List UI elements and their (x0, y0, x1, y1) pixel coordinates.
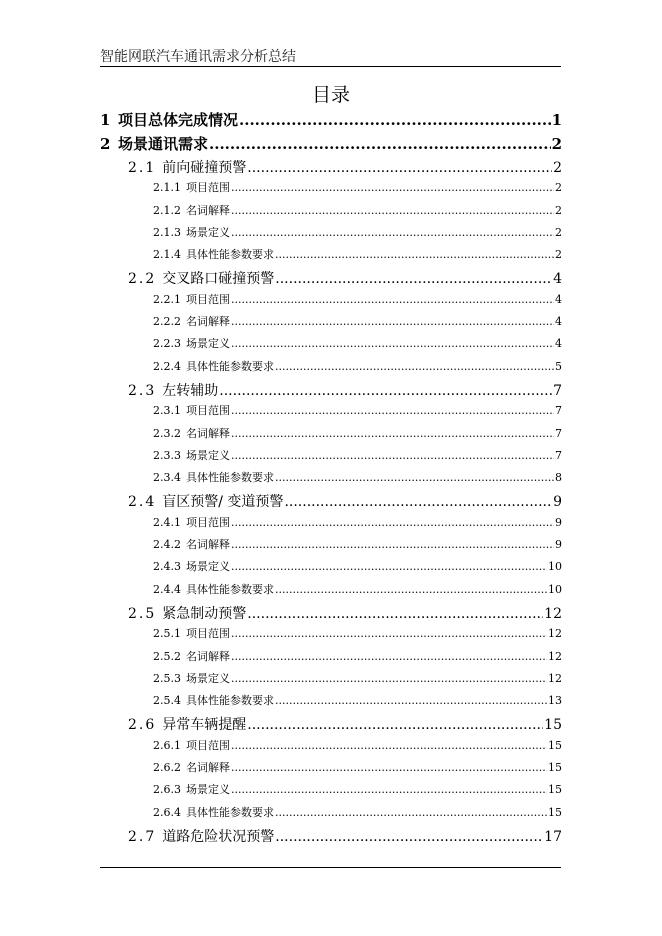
toc-entry-label: 场景定义 (186, 448, 230, 462)
toc-entry[interactable] (100, 109, 562, 133)
toc-entry-label: 盲区预警/ 变道预警 (162, 494, 284, 511)
toc-entry-number: 2.6.4 (153, 805, 181, 819)
toc-entry-number: 2.6.1 (153, 738, 181, 752)
toc-entry-number: 2.5.1 (153, 627, 181, 641)
toc-entry-label: 名词解释 (186, 538, 230, 552)
toc-dot-leader (231, 293, 554, 306)
toc-entry-label: 左转辅助 (162, 382, 219, 399)
toc-dot-leader (275, 694, 547, 707)
toc-entry-page: 15 (548, 738, 562, 752)
toc-entry[interactable] (100, 246, 562, 268)
toc-entry-label: 项目范围 (186, 627, 230, 641)
toc-entry-label: 名词解释 (186, 426, 230, 440)
toc-dot-leader (247, 717, 543, 733)
toc-entry[interactable] (100, 313, 562, 335)
toc-entry[interactable] (100, 670, 562, 692)
toc-entry[interactable] (100, 335, 562, 357)
toc-dot-leader (231, 538, 554, 551)
toc-entry-label: 项目范围 (186, 181, 230, 195)
toc-entry-page: 2 (553, 160, 562, 176)
toc-entry[interactable] (100, 202, 562, 224)
toc-entry-label: 具体性能参数要求 (186, 805, 274, 819)
toc-entry[interactable] (100, 491, 562, 513)
toc-entry-page: 4 (555, 292, 562, 306)
toc-entry-label: 名词解释 (186, 203, 230, 217)
toc-dot-leader (275, 248, 554, 261)
toc-entry-page: 15 (544, 717, 562, 734)
toc-entry-label: 场景通讯需求 (118, 135, 209, 153)
toc-entry-number: 2.4.2 (153, 538, 181, 552)
toc-entry[interactable] (100, 648, 562, 670)
toc-entry-number: 2.1.4 (153, 248, 181, 262)
toc-dot-leader (231, 315, 554, 328)
toc-entry-number: 2.4.1 (153, 515, 181, 529)
toc-entry[interactable] (100, 402, 562, 424)
toc-entry-label: 项目范围 (186, 404, 230, 418)
toc-entry-page: 5 (555, 359, 562, 373)
table-of-contents (100, 109, 562, 848)
toc-entry-number: 2.3.1 (153, 404, 181, 418)
toc-entry-number: 2.1.2 (153, 203, 181, 217)
toc-entry-number: 2.6 (128, 717, 157, 734)
toc-dot-leader (284, 494, 552, 510)
toc-entry-label: 场景定义 (186, 671, 230, 685)
toc-entry-page: 15 (548, 805, 562, 819)
toc-entry-label: 名词解释 (186, 761, 230, 775)
toc-entry-page: 12 (548, 671, 562, 685)
toc-entry-label: 场景定义 (186, 337, 230, 351)
toc-entry-number: 2 (100, 135, 111, 153)
toc-entry-number: 2.4.3 (153, 560, 181, 574)
toc-entry-page: 17 (544, 828, 562, 845)
toc-entry[interactable] (100, 737, 562, 759)
toc-entry-label: 项目范围 (186, 515, 230, 529)
toc-entry-page: 15 (548, 783, 562, 797)
toc-dot-leader (231, 449, 554, 462)
toc-entry-label: 具体性能参数要求 (186, 359, 274, 373)
running-header: 智能网联汽车通讯需求分析总结 (100, 49, 296, 65)
toc-entry[interactable] (100, 558, 562, 580)
toc-dot-leader (209, 135, 551, 153)
toc-entry-label: 场景定义 (186, 783, 230, 797)
toc-entry-label: 场景定义 (186, 560, 230, 574)
toc-entry-page: 2 (555, 225, 562, 239)
toc-entry-label: 紧急制动预警 (162, 605, 247, 622)
toc-entry-page: 4 (555, 337, 562, 351)
toc-entry-label: 道路危险状况预警 (162, 828, 275, 845)
toc-entry-label: 具体性能参数要求 (186, 471, 274, 485)
toc-entry-number: 2.7 (128, 828, 157, 845)
toc-entry[interactable] (100, 133, 562, 157)
toc-dot-leader (231, 226, 554, 239)
toc-entry-page: 9 (553, 494, 562, 511)
toc-dot-leader (239, 111, 551, 129)
toc-entry-number: 2.3 (128, 382, 157, 399)
toc-entry-page: 4 (555, 315, 562, 329)
toc-entry-number: 2.5.3 (153, 671, 181, 685)
footer-rule (100, 867, 561, 868)
toc-dot-leader (231, 761, 547, 774)
toc-entry-page: 12 (548, 627, 562, 641)
toc-entry-label: 具体性能参数要求 (186, 248, 274, 262)
toc-dot-leader (231, 181, 554, 194)
toc-entry-label: 项目范围 (186, 738, 230, 752)
toc-entry[interactable] (100, 692, 562, 714)
header-rule (100, 66, 561, 67)
toc-entry-page: 9 (555, 515, 562, 529)
toc-entry-page: 1 (551, 111, 562, 129)
toc-title: 目录 (311, 84, 350, 106)
toc-entry-page: 2 (555, 203, 562, 217)
toc-dot-leader (247, 160, 552, 176)
toc-dot-leader (231, 672, 547, 685)
toc-dot-leader (275, 360, 554, 373)
toc-entry-page: 10 (548, 582, 562, 596)
toc-entry-number: 2.6.3 (153, 783, 181, 797)
toc-dot-leader (231, 650, 547, 663)
toc-entry-label: 名词解释 (186, 649, 230, 663)
toc-entry-label: 交叉路口碰撞预警 (162, 271, 275, 288)
toc-entry[interactable] (100, 358, 562, 380)
toc-entry[interactable] (100, 447, 562, 469)
toc-entry-label: 名词解释 (186, 315, 230, 329)
toc-entry-number: 2.5.4 (153, 694, 181, 708)
toc-entry-number: 2.5 (128, 605, 157, 622)
toc-entry-number: 2.1.1 (153, 181, 181, 195)
toc-entry-number: 2.4 (128, 494, 157, 511)
toc-entry-number: 2.2.3 (153, 337, 181, 351)
toc-entry[interactable] (100, 603, 562, 625)
toc-dot-leader (231, 404, 554, 417)
toc-dot-leader (231, 560, 547, 573)
toc-entry[interactable] (100, 157, 562, 179)
toc-entry-page: 2 (555, 181, 562, 195)
toc-entry-page: 7 (555, 404, 562, 418)
toc-entry-number: 2.2.4 (153, 359, 181, 373)
toc-entry-page: 15 (548, 761, 562, 775)
toc-entry-label: 异常车辆提醒 (162, 717, 247, 734)
toc-entry-label: 场景定义 (186, 225, 230, 239)
toc-entry-number: 2.2 (128, 271, 157, 288)
toc-entry[interactable] (100, 781, 562, 803)
toc-entry[interactable] (100, 425, 562, 447)
toc-dot-leader (231, 739, 547, 752)
toc-entry[interactable] (100, 625, 562, 647)
toc-entry-number: 2.4.4 (153, 582, 181, 596)
toc-dot-leader (231, 627, 547, 640)
toc-entry[interactable] (100, 759, 562, 781)
toc-entry[interactable] (100, 536, 562, 558)
toc-entry-page: 7 (555, 426, 562, 440)
toc-entry-label: 具体性能参数要求 (186, 694, 274, 708)
toc-entry-label: 项目总体完成情况 (118, 111, 239, 129)
toc-entry[interactable] (100, 380, 562, 402)
toc-dot-leader (247, 606, 543, 622)
toc-entry[interactable] (100, 714, 562, 736)
toc-entry[interactable] (100, 514, 562, 536)
toc-entry[interactable] (100, 469, 562, 491)
toc-entry[interactable] (100, 826, 562, 848)
toc-dot-leader (275, 829, 543, 845)
toc-entry-number: 2.3.4 (153, 471, 181, 485)
toc-dot-leader (275, 583, 547, 596)
toc-dot-leader (275, 806, 547, 819)
toc-dot-leader (231, 783, 547, 796)
toc-entry-page: 7 (555, 448, 562, 462)
toc-dot-leader (231, 427, 554, 440)
toc-entry-page: 12 (544, 605, 562, 622)
toc-entry-page: 12 (548, 649, 562, 663)
toc-dot-leader (275, 471, 554, 484)
toc-entry[interactable] (100, 179, 562, 201)
toc-entry[interactable] (100, 268, 562, 290)
toc-entry-number: 1 (100, 111, 111, 129)
toc-entry-page: 10 (548, 560, 562, 574)
toc-entry-label: 前向碰撞预警 (162, 160, 247, 176)
toc-entry-number: 2.3.3 (153, 448, 181, 462)
toc-entry[interactable] (100, 291, 562, 313)
toc-entry-number: 2.6.2 (153, 761, 181, 775)
toc-dot-leader (275, 271, 552, 287)
toc-entry-page: 8 (555, 471, 562, 485)
toc-entry-label: 项目范围 (186, 292, 230, 306)
toc-entry-page: 4 (553, 271, 562, 288)
toc-entry[interactable] (100, 581, 562, 603)
toc-dot-leader (231, 204, 554, 217)
toc-entry-number: 2.1 (128, 160, 157, 176)
toc-entry-label: 具体性能参数要求 (186, 582, 274, 596)
toc-dot-leader (231, 516, 554, 529)
toc-entry[interactable] (100, 804, 562, 826)
toc-dot-leader (219, 383, 552, 399)
toc-entry-page: 2 (555, 248, 562, 262)
toc-entry-page: 7 (553, 382, 562, 399)
toc-entry-number: 2.2.2 (153, 315, 181, 329)
toc-entry[interactable] (100, 224, 562, 246)
toc-entry-page: 9 (555, 538, 562, 552)
toc-entry-page: 13 (548, 694, 562, 708)
toc-entry-number: 2.5.2 (153, 649, 181, 663)
toc-dot-leader (231, 337, 554, 350)
toc-entry-page: 2 (551, 135, 562, 153)
toc-entry-number: 2.2.1 (153, 292, 181, 306)
toc-entry-number: 2.1.3 (153, 225, 181, 239)
toc-entry-number: 2.3.2 (153, 426, 181, 440)
